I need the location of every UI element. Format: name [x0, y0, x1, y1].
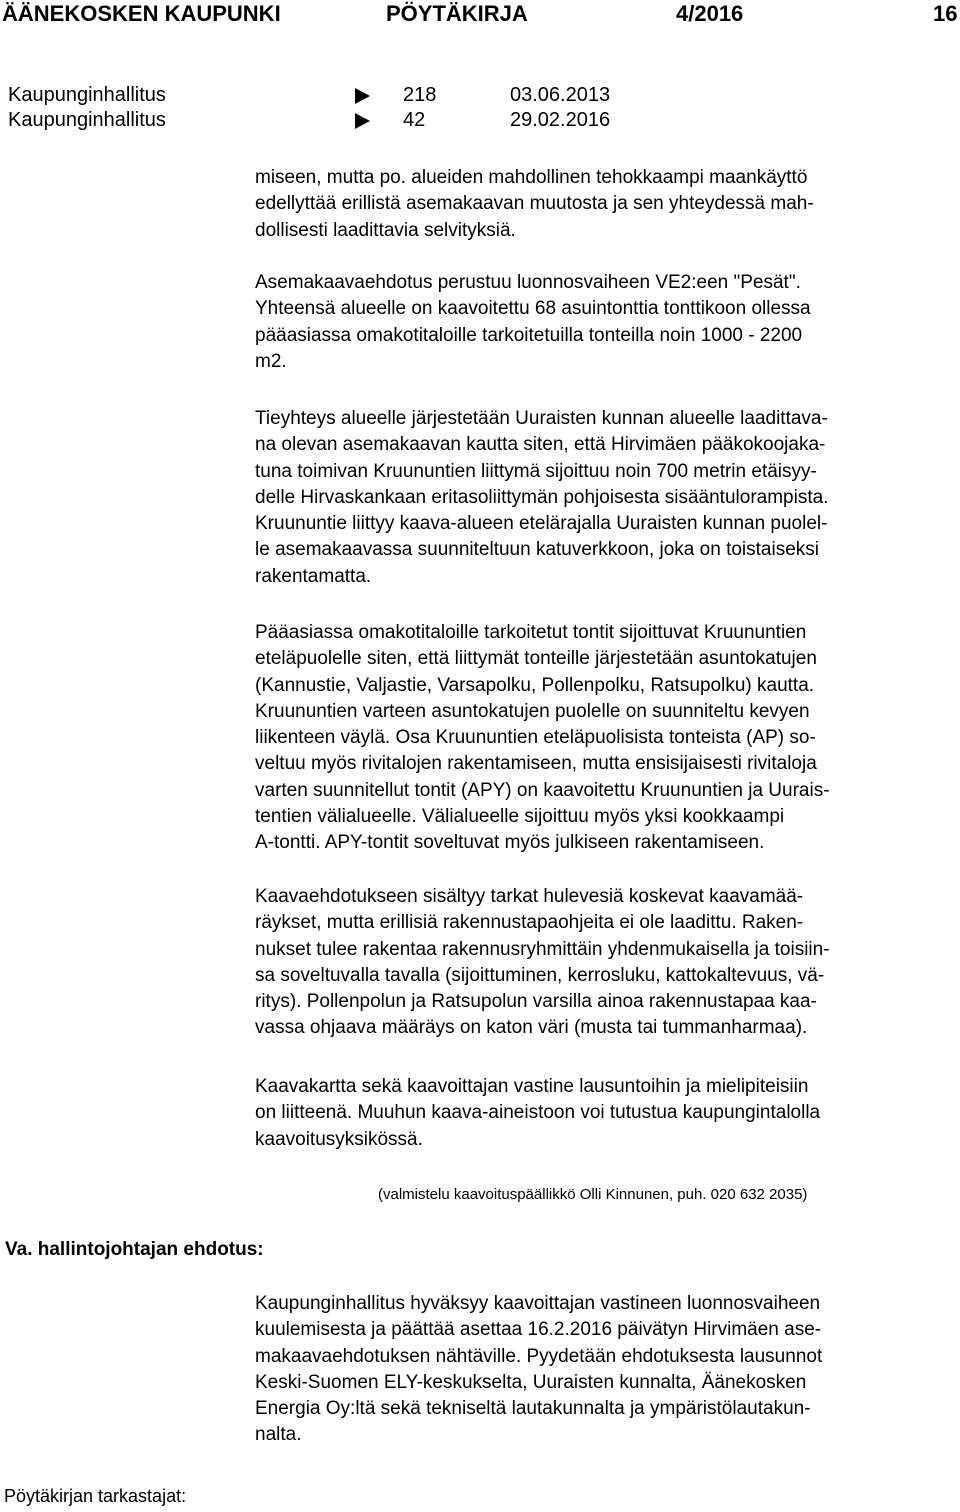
text-line: on liitteenä. Muuhun kaava-aineistoon voi tutustua kaupungintalolla — [255, 1102, 821, 1124]
reference-body: Kaupunginhallitus — [8, 109, 166, 131]
text-line: eteläpuolelle siten, että liittymät tonteille järjestetään asuntokatujen — [255, 648, 817, 670]
proposal-text — [255, 1291, 955, 1449]
text-line: makaavaehdotuksen nähtäville. Pyydetään ehdotuksesta lausunnot — [255, 1345, 823, 1367]
text-line: Energia Oy:ltä sekä tekniseltä lautakunnalta ja ympäristölautakun- — [255, 1398, 811, 1420]
header-issue: 4/2016 — [676, 1, 744, 26]
proposal-label: Va. hallintojohtajan ehdotus: — [5, 1239, 264, 1260]
text-line: sa soveltuvalla tavalla (sijoittuminen, kerrosluku, kattokaltevuus, vä- — [255, 964, 825, 986]
text-line: Kaavaehdotukseen sisältyy tarkat hulevesiä koskevat kaavamää- — [255, 886, 804, 907]
text-line: Keski-Suomen ELY-keskukselta, Uuraisten kunnalta, Äänekosken — [255, 1371, 807, 1393]
paragraph — [255, 620, 955, 857]
text-line: kaavoitusyksikössä. — [255, 1128, 423, 1150]
reviewers-label: Pöytäkirjan tarkastajat: — [4, 1486, 187, 1506]
section-arrow-icon — [355, 88, 370, 104]
header-city: ÄÄNEKOSKEN KAUPUNKI — [2, 1, 281, 26]
text-line: ritys). Pollenpolun ja Ratsupolun varsilla ainoa rakennustapaa kaa- — [255, 991, 817, 1013]
text-line: nukset tulee rakentaa rakennusryhmittäin yhdenmukaisella ja toisiin- — [255, 938, 830, 960]
text-line: vassa ohjaava määräys on katon väri (musta tai tummanharmaa). — [255, 1017, 808, 1039]
reference-number: 218 — [403, 84, 437, 106]
reference-date: 03.06.2013 — [510, 84, 611, 106]
text-line: Kruununtien varteen asuntokatujen puolelle on suunniteltu kevyen — [255, 700, 810, 722]
text-line: A-tontti. APY-tontit soveltuvat myös julkiseen rakentamiseen. — [255, 832, 765, 854]
text-line: kuulemisesta ja päättää asettaa 16.2.2016 päivätyn Hirvimäen ase- — [255, 1319, 822, 1341]
text-line: dollisesti laadittavia selvityksiä. — [255, 219, 516, 241]
text-line: tuna toimivan Kruununtien liittymä sijoittuu noin 700 metrin etäisyy- — [255, 460, 817, 482]
paragraph — [255, 165, 955, 244]
reference-date: 29.02.2016 — [510, 109, 611, 131]
section-arrow-icon — [355, 113, 370, 129]
text-line: tentien välialueelle. Välialueelle sijoittuu myös yksi kookkaampi — [255, 806, 785, 828]
paragraph — [255, 1074, 955, 1153]
paragraph — [255, 406, 955, 590]
text-line: delle Hirvaskankaan eritasoliittymän pohjoisesta sisääntulorampista. — [255, 486, 829, 508]
reference-number: 42 — [403, 109, 426, 131]
text-line: Tieyhteys alueelle järjestetään Uuraisten kunnan alueelle laadittava- — [255, 408, 828, 429]
text-line: Kaavakartta sekä kaavoittajan vastine lausuntoihin ja mielipiteisiin — [255, 1076, 809, 1097]
text-line: Kruununtie liittyy kaava-alueen etelärajalla Uuraisten kunnan puolel- — [255, 513, 828, 535]
text-line: pääasiassa omakotitaloille tarkoitetuilla tonteilla noin 1000 - 2200 — [255, 324, 803, 346]
paragraph — [255, 884, 955, 1042]
text-line: räykset, mutta erillisiä rakennustapaohjeita ei ole laadittu. Raken- — [255, 912, 804, 934]
text-line: (Kannustie, Valjastie, Varsapolku, Pollenpolku, Ratsupolku) kautta. — [255, 674, 815, 696]
header-page-number: 16 — [933, 1, 958, 26]
text-line: edellyttää erillistä asemakaavan muutosta ja sen yhteydessä mah- — [255, 193, 814, 215]
text-line: le asemakaavassa suunniteltuun katuverkkoon, joka on toistaiseksi — [255, 539, 819, 561]
reference-body: Kaupunginhallitus — [8, 84, 166, 106]
text-line: nalta. — [255, 1424, 302, 1446]
text-line: na olevan asemakaavan kautta siten, että Hirvimäen pääkokoojaka- — [255, 434, 826, 456]
text-line: Asemakaavaehdotus perustuu luonnosvaiheen VE2:een "Pesät". — [255, 272, 801, 293]
text-line: Pääasiassa omakotitaloille tarkoitetut tontit sijoittuvat Kruununtien — [255, 622, 807, 643]
text-line: m2. — [255, 350, 287, 372]
text-line: varten suunnitellut tontit (APY) on kaavoitettu Kruununtien ja Uurais- — [255, 779, 830, 801]
paragraph — [255, 270, 955, 375]
text-line: veltuu myös rivitalojen rakentamiseen, mutta ensisijaisesti rivitaloja — [255, 753, 817, 775]
header-doc-type: PÖYTÄKIRJA — [386, 1, 528, 26]
text-line: Kaupunginhallitus hyväksyy kaavoittajan vastineen luonnosvaiheen — [255, 1293, 821, 1314]
text-line: miseen, mutta po. alueiden mahdollinen tehokkaampi maankäyttö — [255, 167, 808, 188]
text-line: Yhteensä alueelle on kaavoitettu 68 asuintonttia tonttikoon ollessa — [255, 298, 811, 320]
preparer-note: (valmistelu kaavoituspäällikkö Olli Kinnunen, puh. 020 632 2035) — [378, 1186, 808, 1203]
text-line: liikenteen väylä. Osa Kruununtien eteläpuolisista tonteista (AP) so- — [255, 727, 816, 749]
text-line: rakentamatta. — [255, 565, 372, 587]
